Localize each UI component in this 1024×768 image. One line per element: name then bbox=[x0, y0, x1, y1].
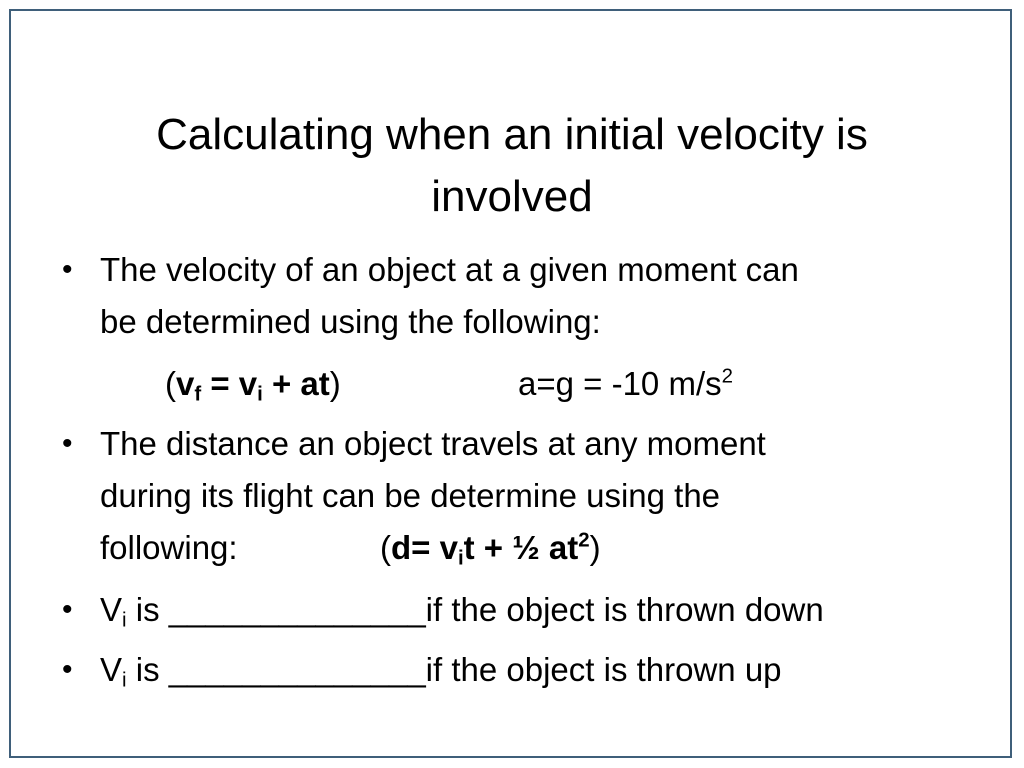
bullet-4-thrown-up: $V_i$ is ______________if the object is thrown up bbox=[100, 651, 782, 692]
acceleration-value: a=g = -10 $m/s^2$ bbox=[518, 364, 733, 402]
bullet-1-line-2: be determined using the following: bbox=[100, 303, 601, 340]
distance-equation: ($d= v_it$ + ½ $at^2$) bbox=[380, 528, 601, 570]
bullet-marker: • bbox=[62, 653, 73, 686]
bullet-marker: • bbox=[62, 427, 73, 460]
bullet-2-line-3-label: following: bbox=[100, 529, 238, 566]
velocity-equation: $(v_f = v_i + at)$ bbox=[165, 365, 341, 406]
bullet-3-thrown-down: $V_i$ is ______________if the object is thrown down bbox=[100, 591, 824, 632]
bullet-2-line-2: during its flight can be determine using the bbox=[100, 477, 721, 514]
bullet-2-line-1: The distance an object travels at any moment bbox=[100, 425, 766, 462]
title-line-1: Calculating when an initial velocity is bbox=[156, 110, 868, 159]
bullet-marker: • bbox=[62, 593, 73, 626]
slide-title bbox=[40, 104, 984, 228]
bullet-marker: • bbox=[62, 253, 73, 286]
title-line-2: involved bbox=[431, 172, 593, 221]
bullet-1-line-1: The velocity of an object at a given moment can bbox=[100, 251, 799, 288]
